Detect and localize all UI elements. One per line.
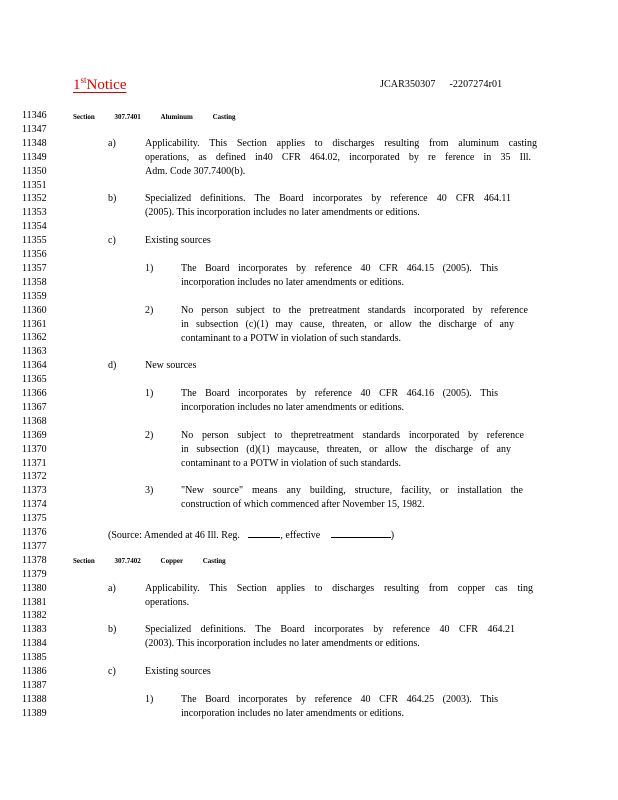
line-number: 11380 xyxy=(22,582,47,594)
line-number: 11370 xyxy=(22,443,47,455)
source-note xyxy=(108,528,394,541)
section-word: Section xyxy=(73,557,95,565)
paragraph-line: The Board incorporates by reference 40 CFR 464.25 (2003). This xyxy=(181,694,498,705)
line-number: 11377 xyxy=(22,540,47,552)
line-number: 11378 xyxy=(22,554,47,566)
line-number: 11366 xyxy=(22,388,47,399)
line-number: 11357 xyxy=(22,262,47,274)
section-number: 307.7401 xyxy=(114,113,141,121)
line-number: 11346 xyxy=(22,110,47,121)
line-number: 11387 xyxy=(22,679,47,691)
line-number: 11351 xyxy=(22,179,47,191)
paragraph-line: (2005). This incorporation includes no later amendments or editions. xyxy=(145,207,420,218)
line-number: 11385 xyxy=(22,652,47,664)
paragraph-line: incorporation includes no later amendments or editions. xyxy=(181,402,404,413)
notice-label xyxy=(73,75,127,94)
subsection-title: New sources xyxy=(145,360,197,371)
paragraph-line: contaminant to a POTW in violation of such standards. xyxy=(181,333,402,344)
source-close: ) xyxy=(390,530,395,541)
effective-date-blank xyxy=(331,528,391,538)
line-number: 11347 xyxy=(22,123,47,135)
line-number: 11363 xyxy=(22,346,47,358)
source-effective: , effective xyxy=(280,530,321,541)
subsection-label: c) xyxy=(108,235,116,246)
line-number: 11375 xyxy=(22,513,47,525)
paragraph-line: The Board incorporates by reference 40 CFR 464.15 (2005). This xyxy=(181,263,498,274)
line-number: 11374 xyxy=(22,499,47,511)
item-label: 1) xyxy=(145,388,154,399)
revision-code: -2207274r01 xyxy=(449,79,503,90)
item-label: 1) xyxy=(145,694,154,705)
paragraph-line: operations, as defined in40 CFR 464.02, incorporated by re ference in 35 Ill. xyxy=(145,152,531,163)
line-number: 11360 xyxy=(22,304,47,316)
subsection-title: Existing sources xyxy=(145,666,211,677)
line-number: 11386 xyxy=(22,666,47,677)
subsection-label: c) xyxy=(108,666,116,677)
subsection-title: Existing sources xyxy=(145,235,211,246)
paragraph-line: Applicability. This Section applies to discharges resulting from aluminum casting xyxy=(145,138,537,149)
paragraph-line: Specialized definitions. The Board incorporates by reference 40 CFR 464.11 xyxy=(145,193,511,204)
section-heading xyxy=(73,556,226,566)
line-number: 11388 xyxy=(22,693,47,705)
subsection-label: b) xyxy=(108,193,117,204)
item-label: 1) xyxy=(145,263,154,274)
line-number: 11354 xyxy=(22,221,47,233)
item-label: 2) xyxy=(145,305,154,316)
line-number: 11352 xyxy=(22,193,47,205)
section-title: Aluminum xyxy=(160,113,193,121)
notice-superscript: st xyxy=(80,75,87,85)
line-number: 11371 xyxy=(22,457,47,469)
paragraph-line: (2003). This incorporation includes no later amendments or editions. xyxy=(145,638,420,649)
paragraph-line: No person subject to thepretreatment standards incorporated by reference xyxy=(181,430,524,441)
section-heading xyxy=(73,112,236,122)
paragraph-line: in subsection (c)(1) may cause, threaten, or allow the discharge of any xyxy=(181,319,514,330)
line-number: 11383 xyxy=(22,624,47,636)
line-number: 11358 xyxy=(22,276,47,288)
line-number: 11369 xyxy=(22,429,47,441)
subsection-label: b) xyxy=(108,624,117,635)
paragraph-line: incorporation includes no later amendments or editions. xyxy=(181,708,404,719)
section-title: Copper xyxy=(160,557,183,565)
paragraph-line: in subsection (d)(1) maycause, threaten, or allow the discharge of any xyxy=(181,444,511,455)
paragraph-line: operations. xyxy=(145,597,190,608)
line-number: 11367 xyxy=(22,401,47,413)
line-number: 11365 xyxy=(22,374,47,386)
line-number: 11350 xyxy=(22,165,47,177)
notice-word: Notice xyxy=(86,77,127,93)
line-number: 11381 xyxy=(22,596,47,608)
line-number: 11368 xyxy=(22,415,47,427)
line-number: 11379 xyxy=(22,568,47,580)
subsection-label: d) xyxy=(108,360,117,371)
paragraph-line: Applicability. This Section applies to discharges resulting from copper cas ting xyxy=(145,583,533,594)
source-text: (Source: Amended at 46 Ill. Reg. xyxy=(108,530,240,541)
paragraph-line: Specialized definitions. The Board incorporates by reference 40 CFR 464.21 xyxy=(145,624,515,635)
reg-blank xyxy=(248,528,280,538)
section-word: Section xyxy=(73,113,95,121)
line-number: 11373 xyxy=(22,485,47,497)
subsection-label: a) xyxy=(108,138,116,149)
line-number: 11353 xyxy=(22,207,47,219)
paragraph-line: "New source" means any building, structure, facility, or installation the xyxy=(181,485,523,496)
line-number: 11361 xyxy=(22,318,47,330)
paragraph-line: construction of which commenced after November 15, 1982. xyxy=(181,499,425,510)
paragraph-line: incorporation includes no later amendments or editions. xyxy=(181,277,404,288)
line-number: 11382 xyxy=(22,610,47,622)
document-code xyxy=(380,79,502,90)
section-title-2: Casting xyxy=(202,557,226,565)
line-number: 11384 xyxy=(22,638,47,650)
paragraph-line: Adm. Code 307.7400(b). xyxy=(145,166,246,177)
line-number: 11348 xyxy=(22,137,47,149)
subsection-label: a) xyxy=(108,583,116,594)
section-number: 307.7402 xyxy=(114,557,141,565)
section-title-2: Casting xyxy=(212,113,236,121)
line-number: 11349 xyxy=(22,151,47,163)
line-number: 11389 xyxy=(22,707,47,719)
notice-prefix: 1 xyxy=(73,77,81,93)
line-number: 11356 xyxy=(22,249,47,260)
jcar-code: JCAR350307 xyxy=(380,79,436,90)
item-label: 3) xyxy=(145,485,154,496)
line-number: 11376 xyxy=(22,527,47,538)
paragraph-line: contaminant to a POTW in violation of such standards. xyxy=(181,458,402,469)
line-number: 11364 xyxy=(22,360,47,372)
paragraph-line: No person subject to the pretreatment standards incorporated by reference xyxy=(181,305,528,316)
paragraph-line: The Board incorporates by reference 40 CFR 464.16 (2005). This xyxy=(181,388,498,399)
line-number: 11359 xyxy=(22,290,47,302)
line-number: 11355 xyxy=(22,235,47,247)
line-number: 11362 xyxy=(22,332,47,344)
item-label: 2) xyxy=(145,430,154,441)
line-number: 11372 xyxy=(22,471,47,483)
